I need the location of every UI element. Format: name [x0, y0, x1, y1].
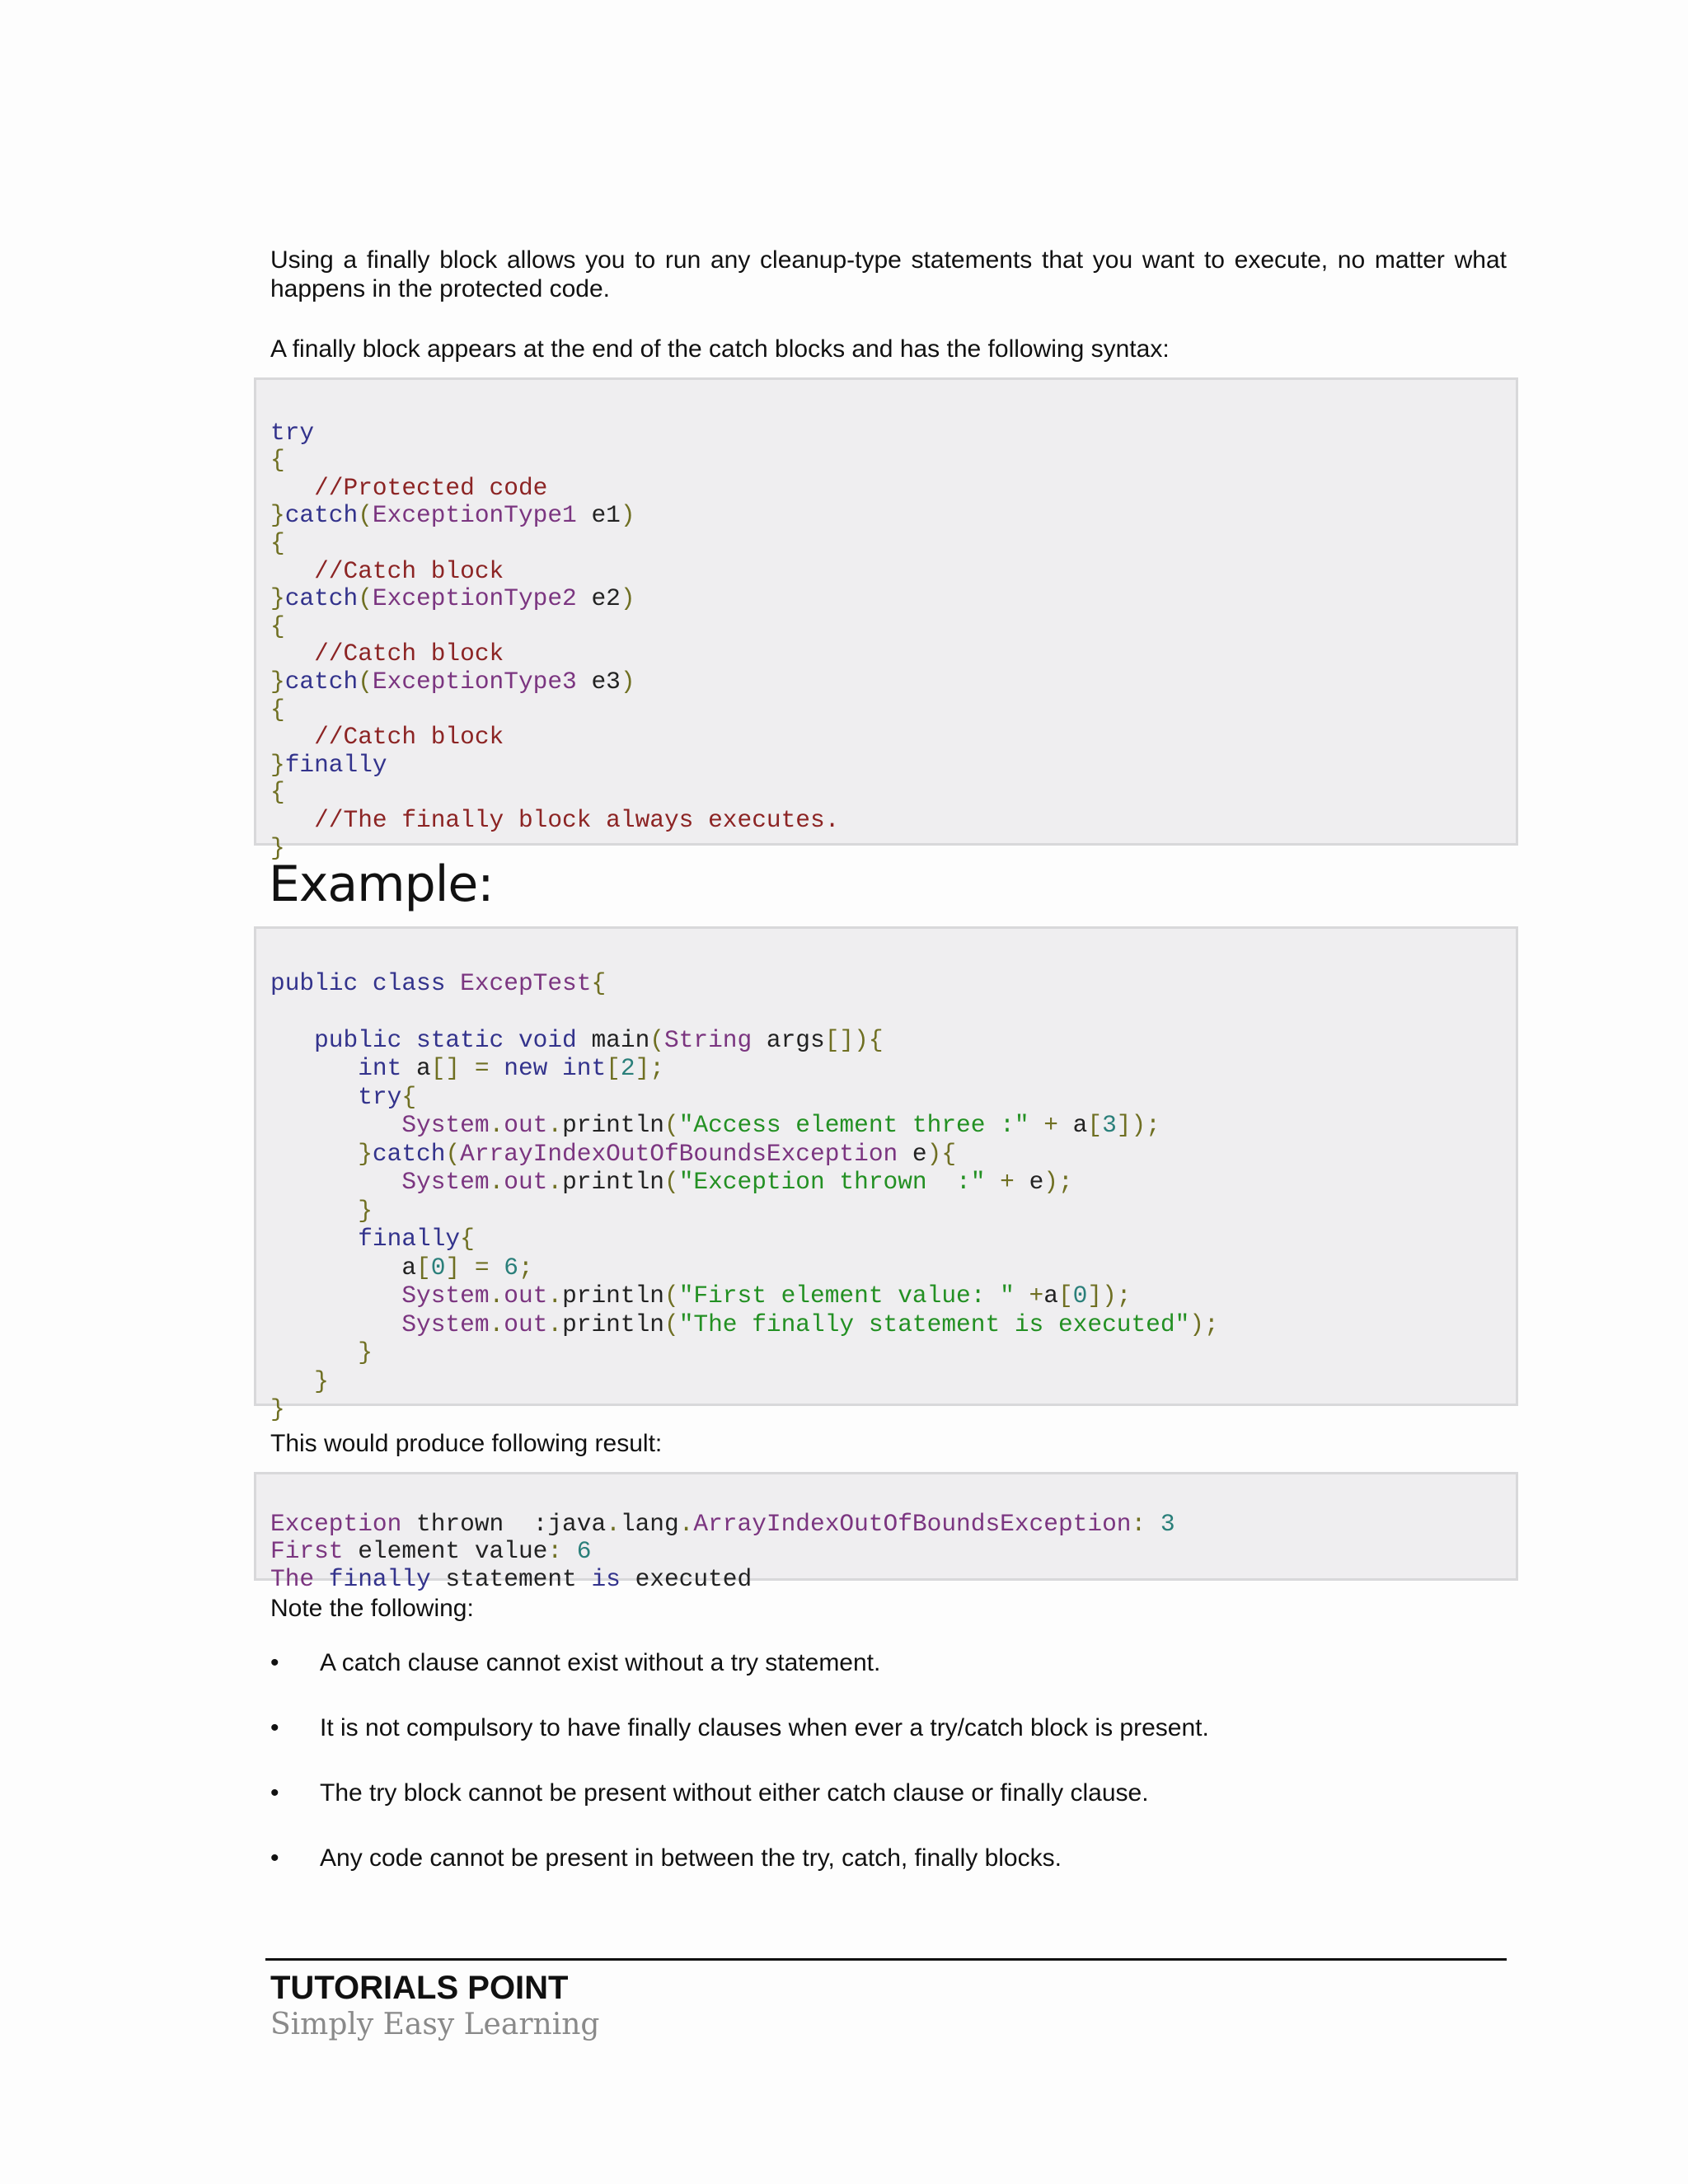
footer-brand: TUTORIALS POINT	[270, 1970, 569, 2006]
code-line: }	[270, 833, 285, 862]
bullet-icon: •	[270, 1844, 279, 1872]
code-line: {	[270, 612, 285, 640]
code-line: First element value: 6	[270, 1537, 592, 1566]
syntax-code-block	[254, 377, 1518, 862]
example-heading: Example:	[269, 855, 494, 913]
bullet-icon: •	[270, 1714, 279, 1741]
code-line	[270, 997, 1516, 1026]
code-line: }catch(ExceptionType1 e1)	[270, 501, 635, 530]
output-code-block	[254, 1472, 1518, 1593]
code-line: finally{	[358, 1225, 475, 1253]
code-line: int a[] = new int[2];	[358, 1054, 664, 1082]
code-line: //Catch block	[314, 556, 504, 585]
example-code-block	[254, 926, 1518, 1423]
code-line: System.out.println("Access element three :" + a[3]);	[401, 1111, 1160, 1139]
code-line: {	[270, 528, 285, 557]
code-line: }	[270, 1395, 285, 1423]
code-line: }catch(ExceptionType3 e3)	[270, 667, 635, 696]
code-line: {	[270, 446, 285, 475]
code-line: try	[270, 418, 315, 447]
list-item: • It is not compulsory to have finally clauses when ever a try/catch block is present.	[270, 1714, 1209, 1741]
result-intro-paragraph: This would produce following result:	[270, 1430, 663, 1457]
bullet-icon: •	[270, 1649, 279, 1676]
code-line: //The finally block always executes.	[314, 805, 840, 834]
footer-tagline: Simply Easy Learning	[270, 2008, 600, 2041]
intro-paragraph: Using a finally block allows you to run any cleanup-type statements that you want to execute, no matter what happens in the protected code.	[270, 246, 1507, 302]
code-line: Exception thrown :java.lang.ArrayIndexOutOfBoundsException: 3	[270, 1509, 1175, 1538]
list-item: • Any code cannot be present in between the try, catch, finally blocks.	[270, 1844, 1062, 1872]
code-line: }	[358, 1338, 373, 1366]
notes-list	[270, 1648, 1209, 1909]
footer-divider	[265, 1958, 1507, 1961]
code-line: //Catch block	[314, 640, 504, 668]
code-line: {	[270, 778, 285, 807]
note-paragraph: Note the following:	[270, 1595, 474, 1622]
code-line: a[0] = 6;	[401, 1253, 533, 1282]
code-line: //Catch block	[314, 723, 504, 752]
code-line: System.out.println("The finally statement is executed");	[401, 1310, 1219, 1338]
code-line: public class ExcepTest{	[270, 968, 607, 997]
code-line: }catch(ArrayIndexOutOfBoundsException e){	[358, 1139, 957, 1168]
syntax-intro-paragraph: A finally block appears at the end of the catch blocks and has the following syntax:	[270, 335, 1170, 363]
code-line: {	[270, 695, 285, 724]
code-line: }finally	[270, 750, 387, 779]
bullet-icon: •	[270, 1779, 279, 1807]
code-line: }catch(ExceptionType2 e2)	[270, 584, 635, 613]
code-line: }	[358, 1196, 373, 1225]
code-line: System.out.println("Exception thrown :" + e);	[401, 1168, 1073, 1196]
code-line: }	[314, 1366, 329, 1395]
code-line: public static void main(String args[]){	[314, 1025, 884, 1054]
code-line: System.out.println("First element value: " +a[0]);	[401, 1282, 1132, 1310]
code-line: //Protected code	[314, 473, 548, 502]
list-item: • The try block cannot be present without either catch clause or finally clause.	[270, 1779, 1149, 1807]
list-item: • A catch clause cannot exist without a try statement.	[270, 1649, 881, 1676]
code-line: try{	[358, 1082, 417, 1111]
code-line: The finally statement is executed	[270, 1564, 753, 1593]
